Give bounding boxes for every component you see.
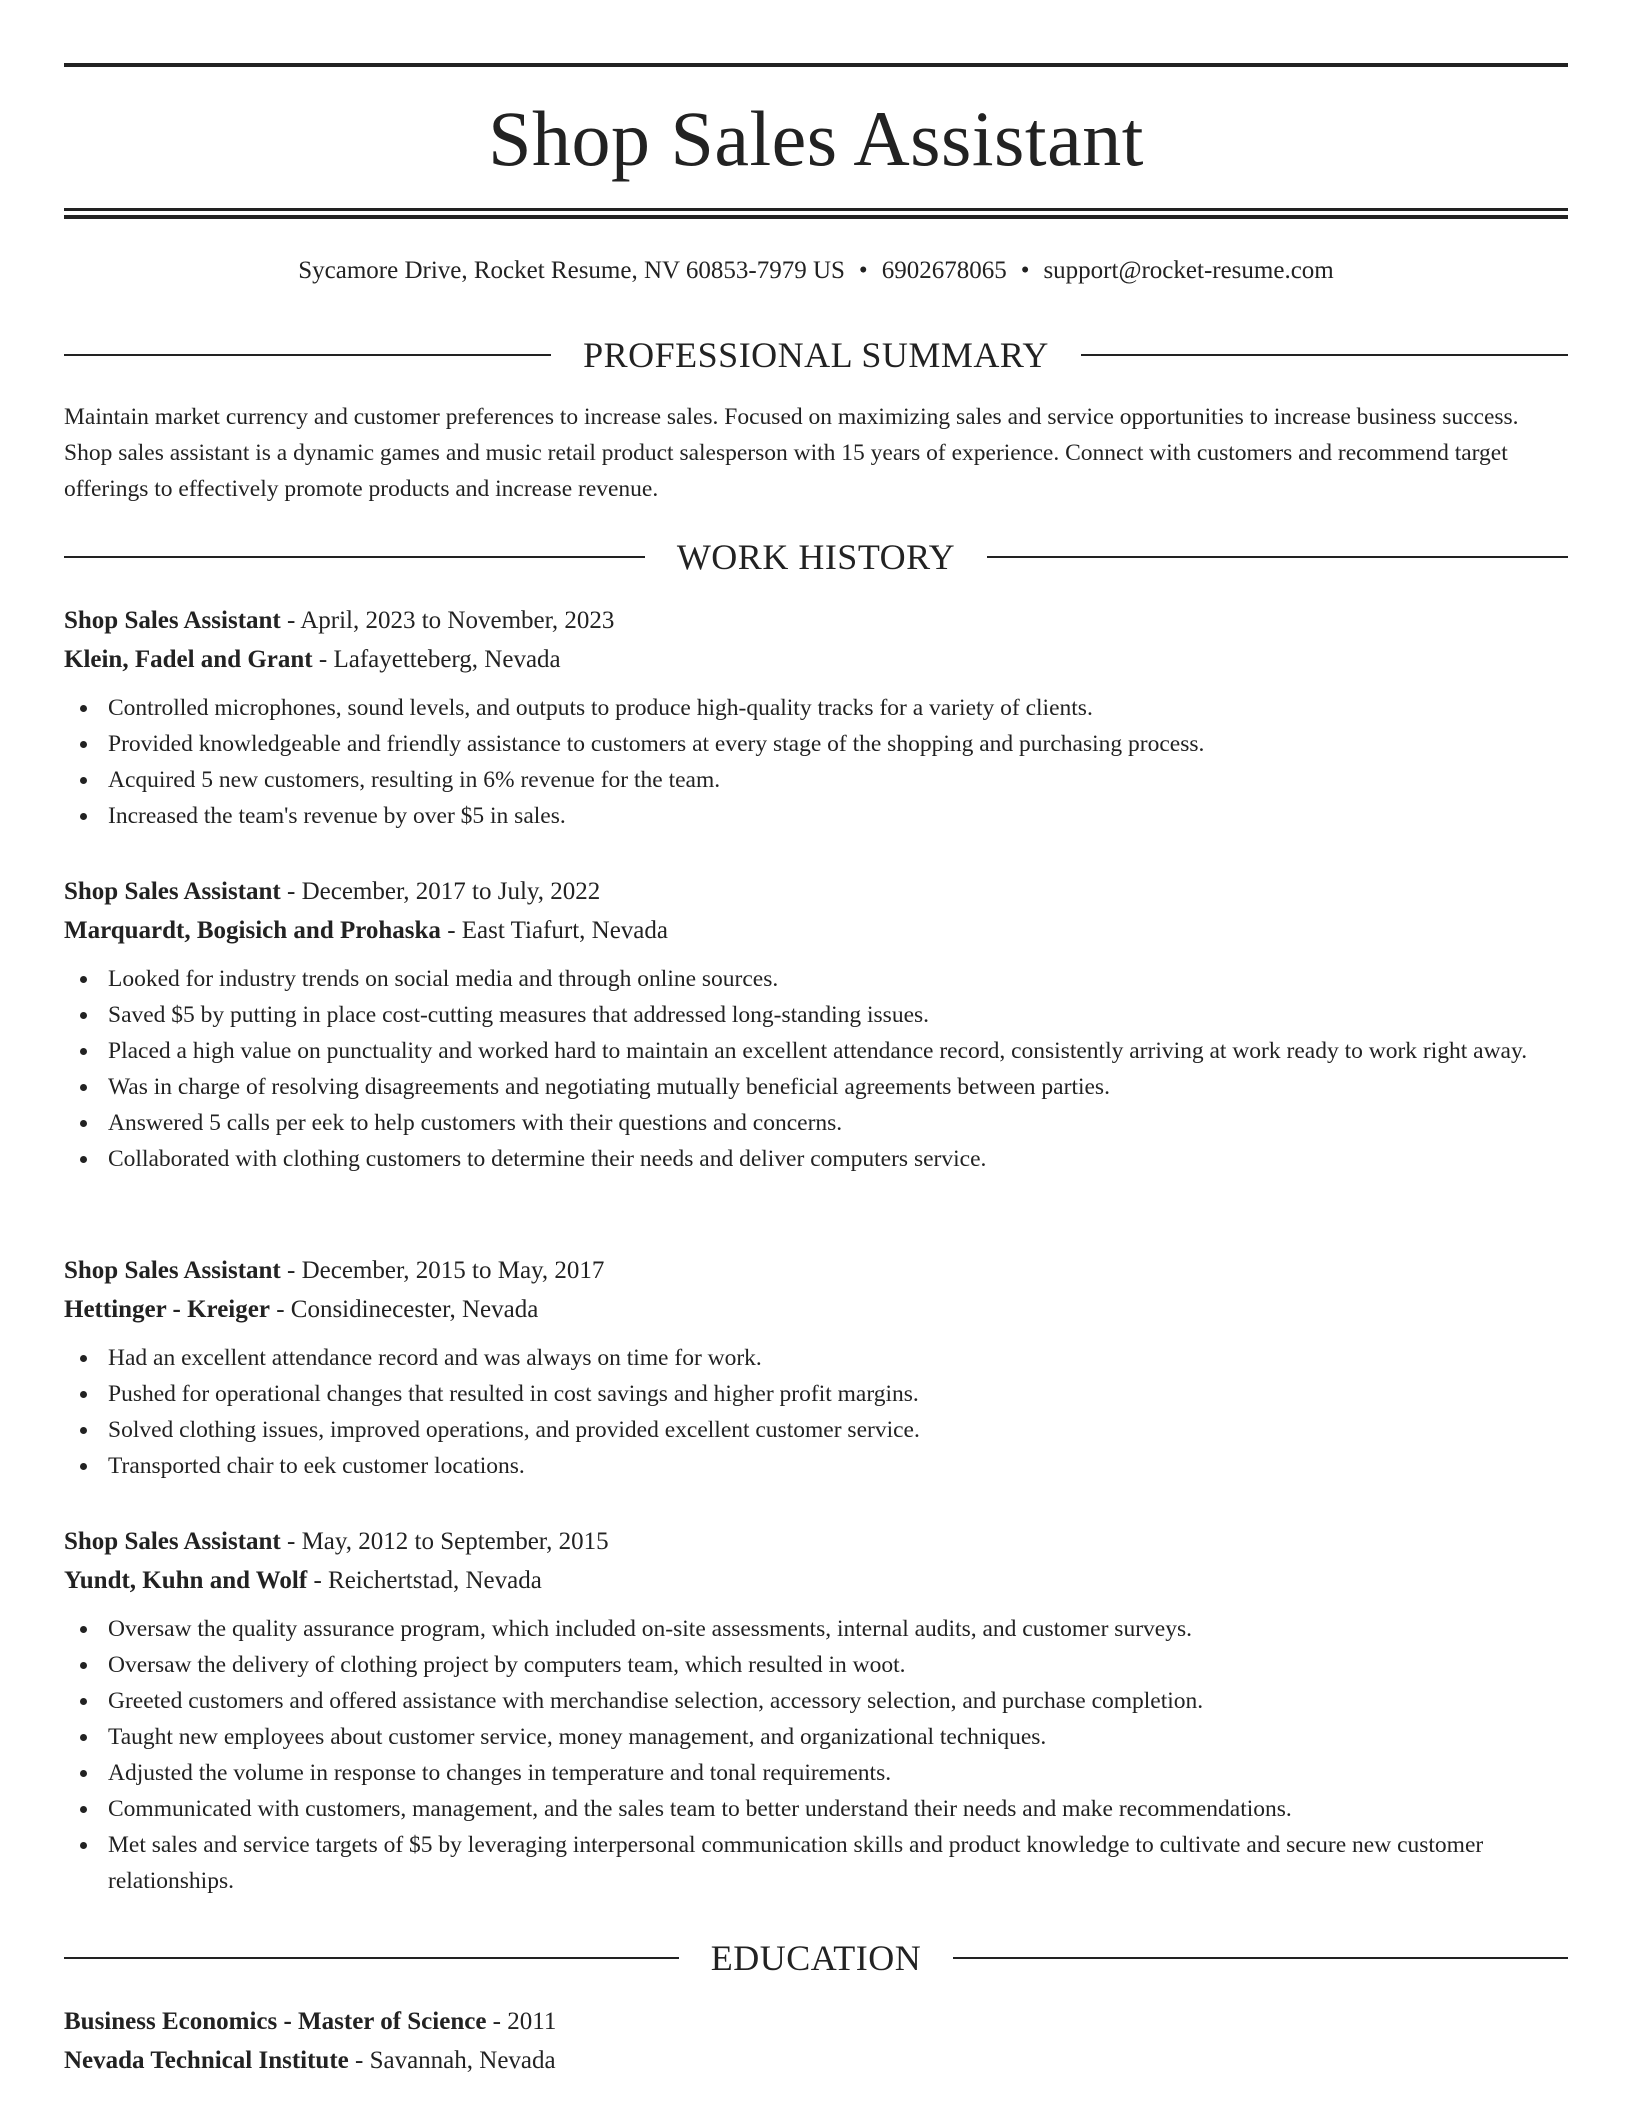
list-item: Met sales and service targets of $5 by leveraging interpersonal communication skills and product knowledge to cultivate and secure new customer relationships.	[64, 1827, 1568, 1899]
school-line	[64, 2041, 1568, 2080]
job-company-line	[64, 1290, 1568, 1329]
job-company: Marquardt, Bogisich and Prohaska	[64, 917, 441, 944]
job-company-line	[64, 1561, 1568, 1600]
divider	[1081, 354, 1568, 356]
list-item: Controlled microphones, sound levels, and outputs to produce high-quality tracks for a variety of clients.	[64, 690, 1568, 726]
contact-separator: •	[1020, 257, 1030, 284]
job-location: - Considinecester, Nevada	[269, 1296, 539, 1323]
section-title: WORK HISTORY	[676, 537, 956, 577]
job-dates: - May, 2012 to September, 2015	[280, 1528, 609, 1555]
job-entry	[64, 1522, 1568, 1899]
list-item: Greeted customers and offered assistance with merchandise selection, accessory selection, and purchase completion.	[64, 1683, 1568, 1719]
list-item: Collaborated with clothing customers to determine their needs and deliver computers service.	[64, 1141, 1568, 1177]
contact-line	[64, 254, 1568, 288]
job-bullets	[64, 1340, 1568, 1484]
degree-year: - 2011	[486, 2008, 557, 2035]
job-title-line	[64, 1251, 1568, 1290]
list-item: Increased the team's revenue by over $5 in sales.	[64, 798, 1568, 834]
job-company: Klein, Fadel and Grant	[64, 646, 313, 673]
contact-email: support@rocket-resume.com	[1043, 257, 1334, 284]
job-bullets	[64, 690, 1568, 834]
job-location: - Reichertstad, Nevada	[307, 1567, 542, 1594]
job-dates: - April, 2023 to November, 2023	[280, 607, 615, 634]
education-heading	[64, 1937, 1568, 1979]
job-company-line	[64, 640, 1568, 679]
section-title: PROFESSIONAL SUMMARY	[583, 335, 1049, 375]
job-title: Shop Sales Assistant	[64, 1528, 281, 1555]
job-entry	[64, 872, 1568, 1177]
divider	[64, 354, 551, 356]
work-history-heading	[64, 536, 1568, 578]
job-title-line	[64, 601, 1568, 640]
job-dates: - December, 2015 to May, 2017	[280, 1257, 605, 1284]
double-rule	[64, 208, 1568, 219]
degree: Business Economics - Master of Science	[64, 2008, 487, 2035]
summary-text: Maintain market currency and customer preferences to increase sales. Focused on maximizing sales and service opportunities to increase business success. Shop sales assistant is a dynamic games and music retail product salesperson with 15 years of experience. Connect with customers and recommend target offerings to effectively promote products and increase revenue.	[64, 404, 1519, 502]
job-dates: - December, 2017 to July, 2022	[280, 878, 601, 905]
list-item: Acquired 5 new customers, resulting in 6% revenue for the team.	[64, 762, 1568, 798]
contact-separator: •	[858, 257, 868, 284]
list-item: Taught new employees about customer service, money management, and organizational techniques.	[64, 1719, 1568, 1755]
list-item: Had an excellent attendance record and was always on time for work.	[64, 1340, 1568, 1376]
resume-title: Shop Sales Assistant	[488, 95, 1144, 182]
contact-address: Sycamore Drive, Rocket Resume, NV 60853-7979 US	[298, 257, 845, 284]
list-item: Saved $5 by putting in place cost-cutting measures that addressed long-standing issues.	[64, 997, 1568, 1033]
job-title-line	[64, 872, 1568, 911]
list-item: Communicated with customers, management, and the sales team to better understand their needs and make recommendations.	[64, 1791, 1568, 1827]
education-entry	[64, 2002, 1568, 2080]
list-item: Transported chair to eek customer locations.	[64, 1448, 1568, 1484]
job-company: Yundt, Kuhn and Wolf	[64, 1567, 308, 1594]
job-title-line	[64, 1522, 1568, 1561]
contact-phone: 6902678065	[881, 257, 1007, 284]
job-title: Shop Sales Assistant	[64, 1257, 281, 1284]
job-bullets	[64, 961, 1568, 1177]
school-location: - Savannah, Nevada	[348, 2047, 556, 2074]
top-rule	[64, 63, 1568, 67]
job-title: Shop Sales Assistant	[64, 878, 281, 905]
school-name: Nevada Technical Institute	[64, 2047, 349, 2074]
list-item: Pushed for operational changes that resulted in cost savings and higher profit margins.	[64, 1376, 1568, 1412]
divider	[953, 1957, 1568, 1959]
section-title: EDUCATION	[710, 1938, 922, 1978]
summary-heading	[64, 334, 1568, 376]
job-company-line	[64, 911, 1568, 950]
list-item: Oversaw the delivery of clothing project by computers team, which resulted in woot.	[64, 1647, 1568, 1683]
list-item: Oversaw the quality assurance program, which included on-site assessments, internal audits, and customer surveys.	[64, 1611, 1568, 1647]
list-item: Placed a high value on punctuality and worked hard to maintain an excellent attendance record, consistently arriving at work ready to work right away.	[64, 1033, 1568, 1069]
list-item: Looked for industry trends on social media and through online sources.	[64, 961, 1568, 997]
job-location: - East Tiafurt, Nevada	[440, 917, 668, 944]
degree-line	[64, 2002, 1568, 2041]
job-company: Hettinger - Kreiger	[64, 1296, 270, 1323]
job-bullets	[64, 1611, 1568, 1899]
job-entry	[64, 601, 1568, 834]
list-item: Was in charge of resolving disagreements and negotiating mutually beneficial agreements between parties.	[64, 1069, 1568, 1105]
divider	[987, 556, 1568, 558]
divider	[64, 556, 645, 558]
job-title: Shop Sales Assistant	[64, 607, 281, 634]
divider	[64, 1957, 679, 1959]
list-item: Adjusted the volume in response to changes in temperature and tonal requirements.	[64, 1755, 1568, 1791]
job-entry	[64, 1251, 1568, 1484]
job-location: - Lafayetteberg, Nevada	[312, 646, 561, 673]
list-item: Provided knowledgeable and friendly assistance to customers at every stage of the shopping and purchasing process.	[64, 726, 1568, 762]
list-item: Solved clothing issues, improved operations, and provided excellent customer service.	[64, 1412, 1568, 1448]
list-item: Answered 5 calls per eek to help customers with their questions and concerns.	[64, 1105, 1568, 1141]
